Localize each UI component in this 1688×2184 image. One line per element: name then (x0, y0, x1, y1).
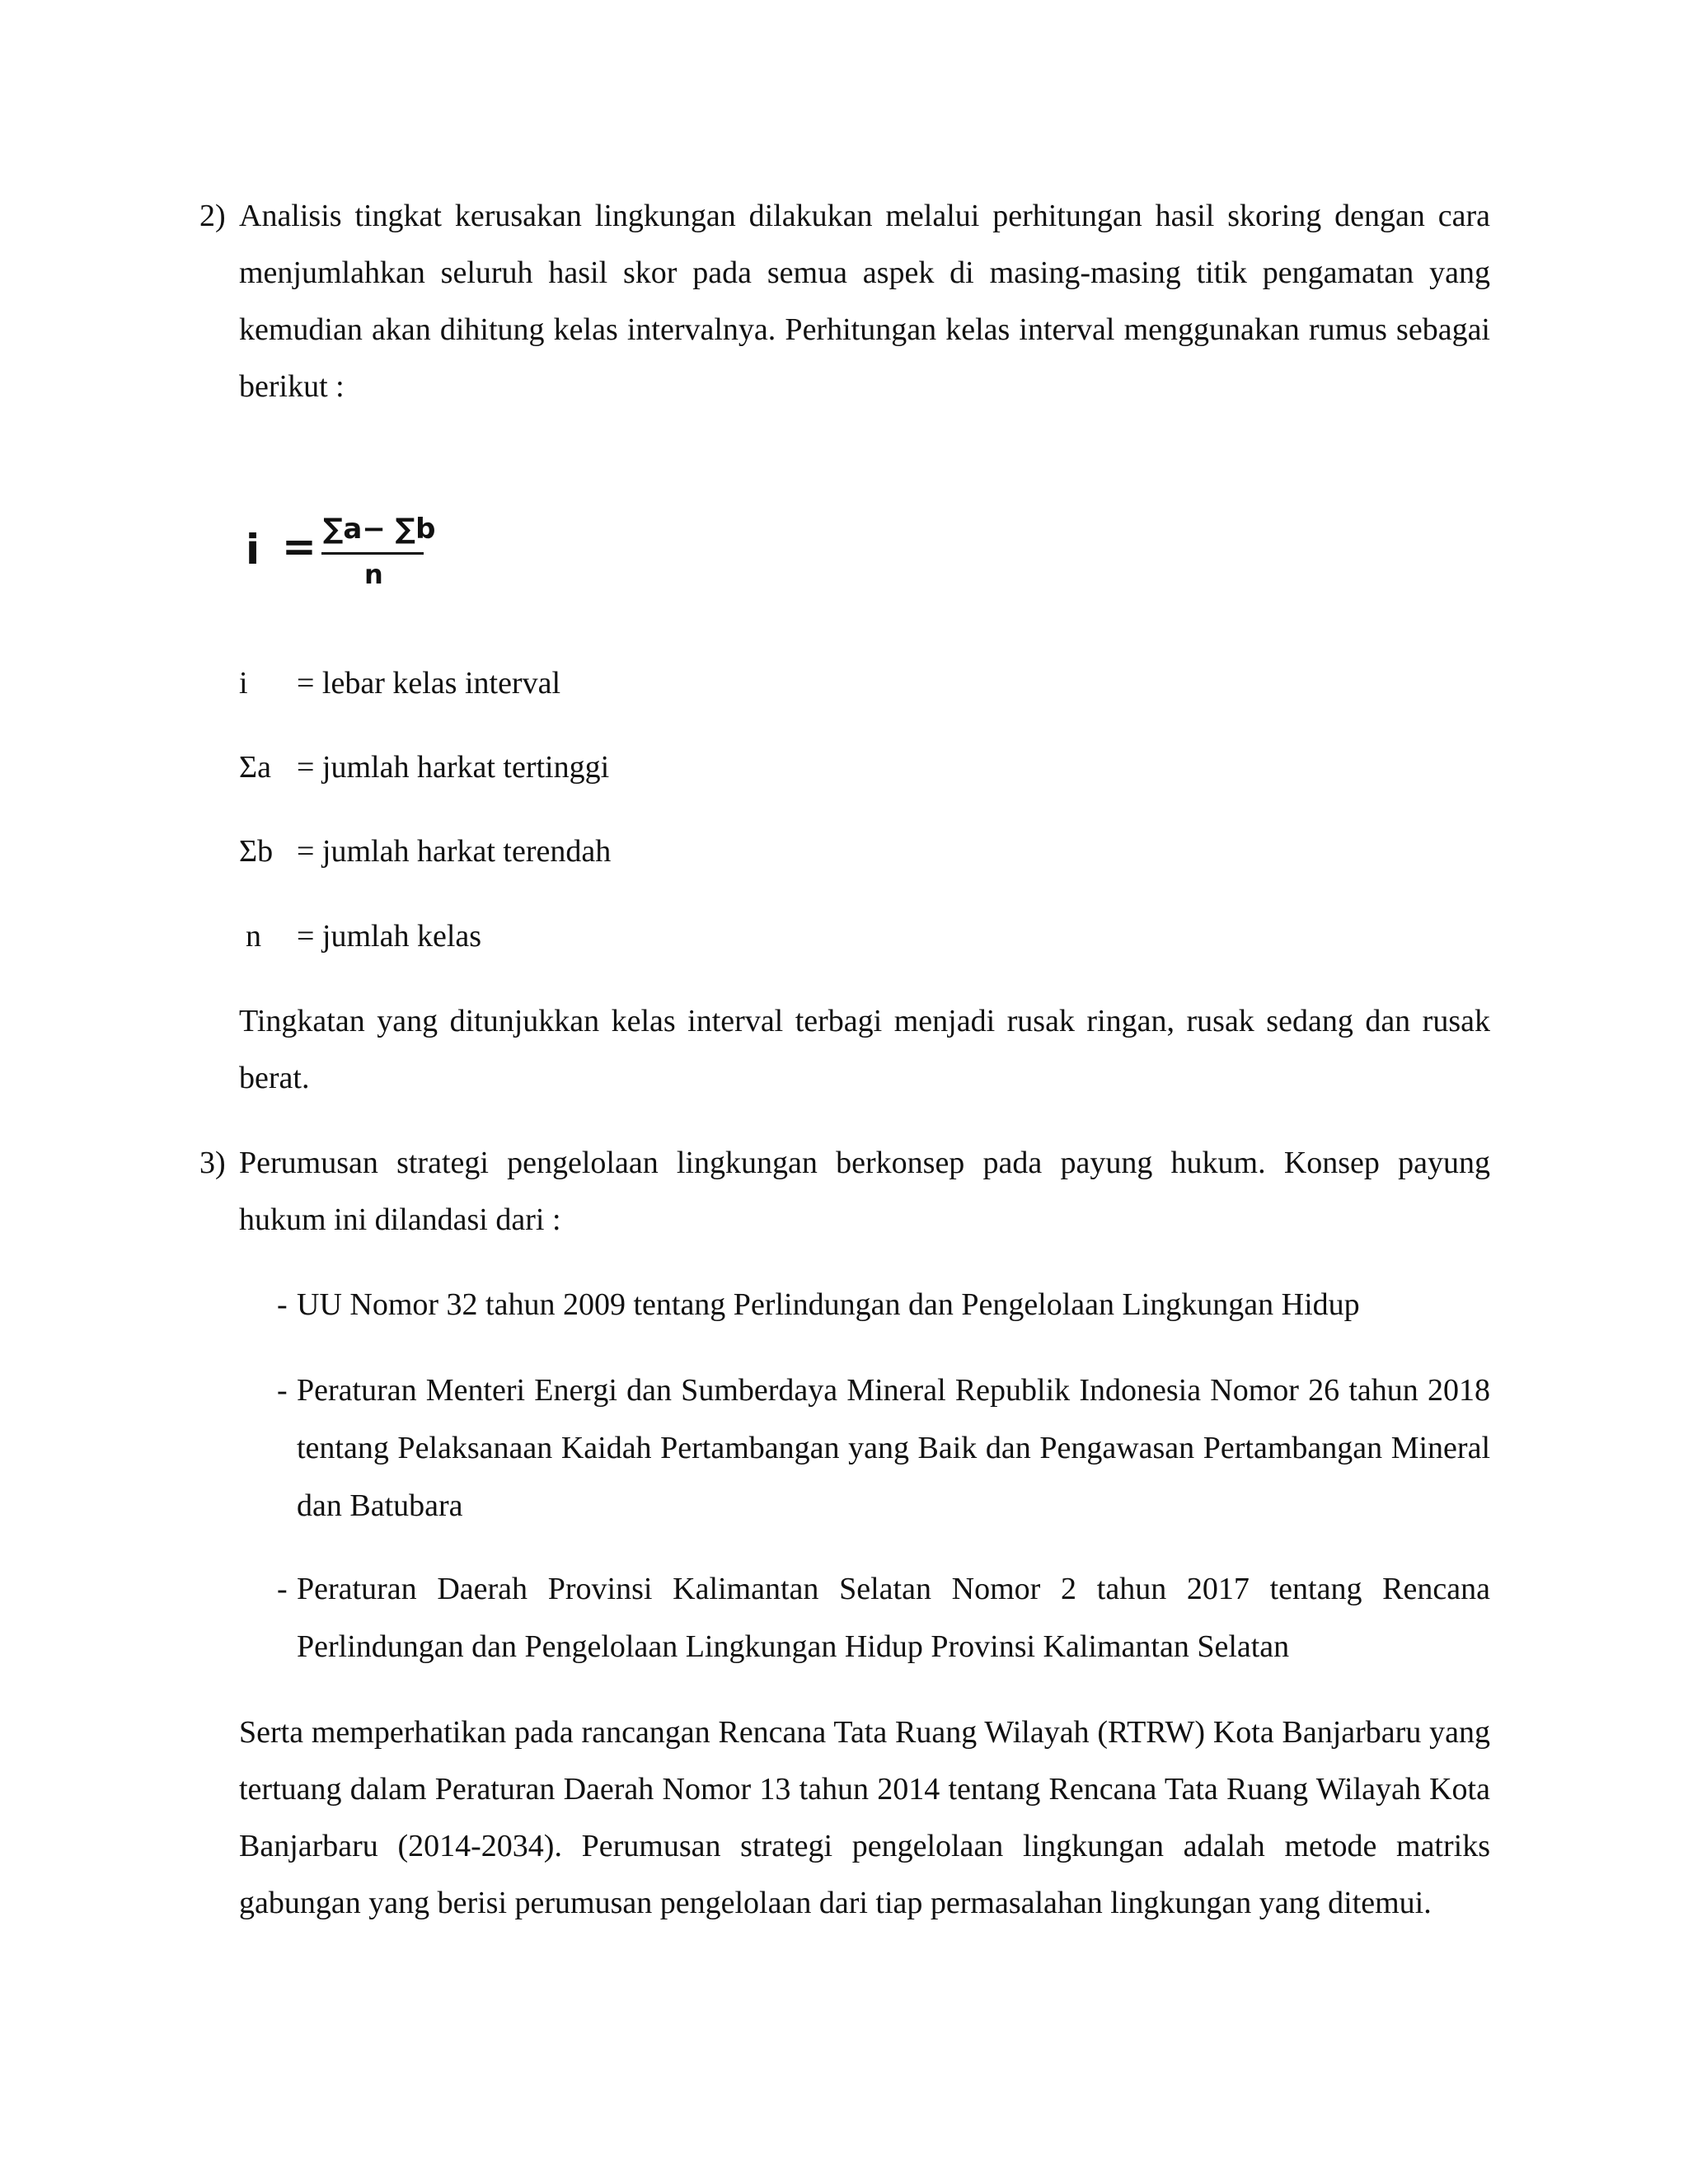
definition-i (239, 663, 560, 704)
formula-numerator: ∑a− ∑b (323, 513, 436, 546)
definition-sum-b (239, 831, 611, 872)
bullet-dash: - (277, 1373, 288, 1408)
definition-meaning: = jumlah harkat terendah (297, 834, 612, 869)
bullet-text: Peraturan Menteri Energi dan Sumberdaya Mineral Republik Indonesia Nomor 26 tahun 2018 tentang Pelaksanaan Kaidah Pertambangan yang Baik dan Pengawasan Pertambangan Mineral dan Batubara (297, 1373, 1490, 1523)
closing-paragraph: Serta memperhatikan pada rancangan Rencana Tata Ruang Wilayah (RTRW) Kota Banjarbaru yang tertuang dalam Peraturan Daerah Nomor 13 tahun 2014 tentang Rencana Tata Ruang Wilayah Kota Banjarbaru (2014-2034). Perumusan strategi pengelolaan lingkungan adalah metode matriks gabungan yang berisi perumusan pengelolaan dari tiap permasalahan lingkungan yang ditemui. (239, 1715, 1490, 1920)
definition-symbol: i (239, 666, 248, 701)
definition-symbol: n (246, 919, 261, 954)
formula-fraction-bar (321, 552, 424, 555)
section-2-number: 2) (199, 199, 226, 233)
bullet-text: UU Nomor 32 tahun 2009 tentang Perlindungan dan Pengelolaan Lingkungan Hidup (297, 1287, 1360, 1322)
section-3-text: Perumusan strategi pengelolaan lingkungan berkonsep pada payung hukum. Konsep payung hukum ini dilandasi dari : (239, 1146, 1490, 1237)
definition-meaning: = jumlah kelas (297, 919, 482, 954)
definition-symbol: Σb (239, 834, 274, 869)
bullet-item (277, 1560, 1490, 1675)
formula-lhs: i (246, 526, 260, 574)
section-2-text: Analisis tingkat kerusakan lingkungan dilakukan melalui perhitungan hasil skoring dengan cara menjumlahkan seluruh hasil skor pada semua aspek di masing-masing titik pengamatan yang kemudian akan dihitung kelas intervalnya. Perhitungan kelas interval menggunakan rumus sebagai berikut : (239, 199, 1490, 404)
section-3 (199, 1135, 1490, 1249)
definition-n (239, 916, 481, 957)
definition-meaning: = lebar kelas interval (297, 666, 561, 701)
bullet-item (277, 1361, 1490, 1535)
formula-equals: = (282, 523, 316, 570)
bullet-dash: - (277, 1287, 288, 1322)
formula-denominator: n (364, 559, 383, 590)
section-2 (199, 188, 1490, 415)
definition-symbol: Σa (239, 750, 271, 785)
section-3-number: 3) (199, 1146, 226, 1180)
definition-sum-a (239, 747, 609, 788)
interval-formula (244, 511, 442, 602)
definition-meaning: = jumlah harkat tertinggi (297, 750, 610, 785)
levels-paragraph: Tingkatan yang ditunjukkan kelas interval terbagi menjadi rusak ringan, rusak sedang dan rusak berat. (239, 1004, 1490, 1095)
bullet-text: Peraturan Daerah Provinsi Kalimantan Selatan Nomor 2 tahun 2017 tentang Rencana Perlindungan dan Pengelolaan Lingkungan Hidup Provinsi Kalimantan Selatan (297, 1572, 1490, 1664)
bullet-item (277, 1276, 1490, 1333)
bullet-dash: - (277, 1572, 288, 1606)
